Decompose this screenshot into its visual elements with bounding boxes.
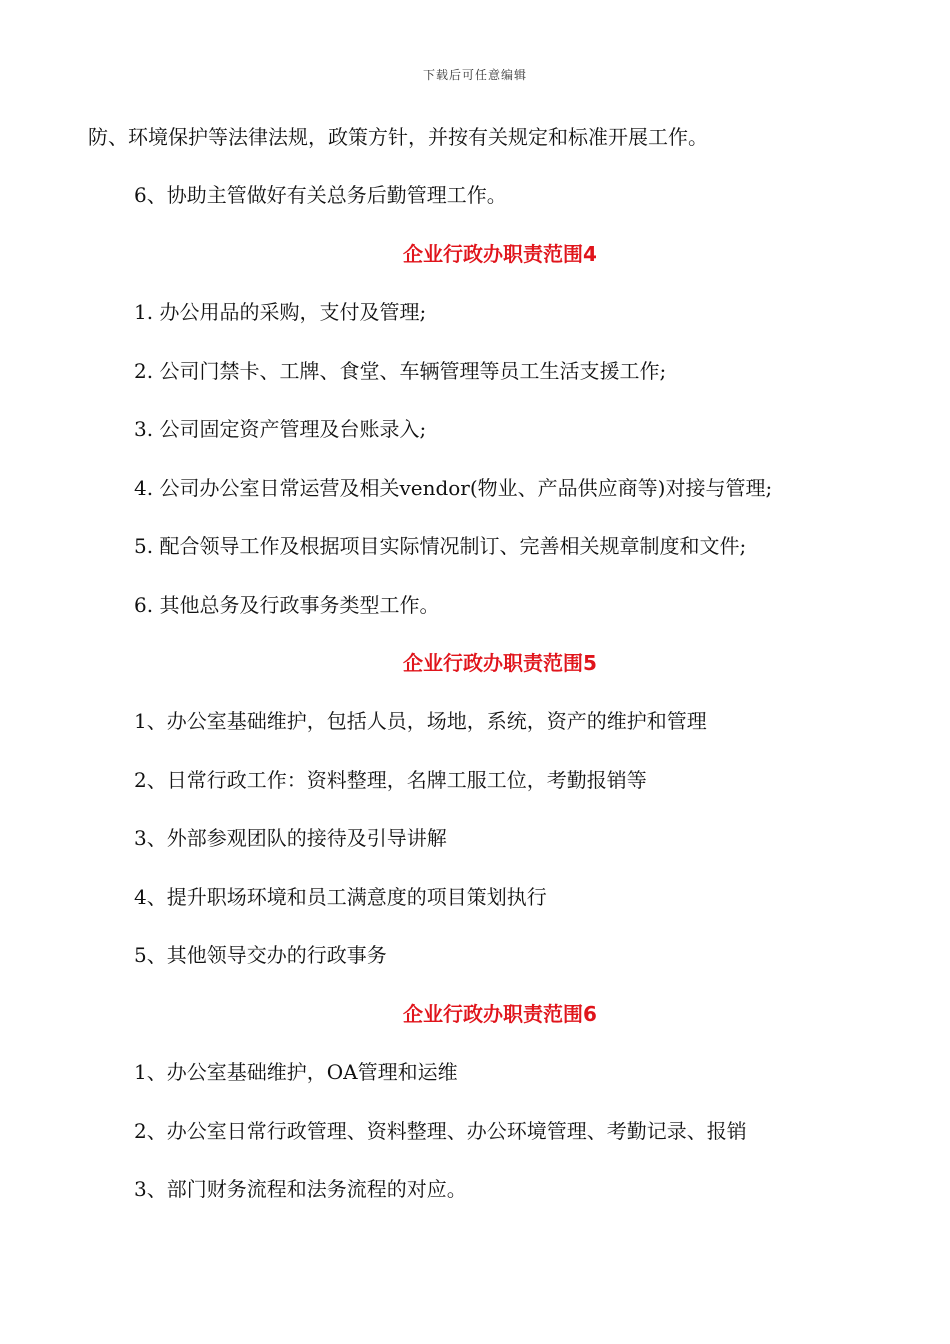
header-note: 下载后可任意编辑 <box>422 68 527 82</box>
list-item: 3、部门财务流程和法务流程的对应。 <box>134 1177 467 1201</box>
list-item: 2. 公司门禁卡、工牌、食堂、车辆管理等员工生活支援工作; <box>134 359 667 383</box>
list-item: 4、提升职场环境和员工满意度的项目策划执行 <box>134 885 547 909</box>
intro-continuation: 防、环境保护等法律法规，政策方针，并按有关规定和标准开展工作。 <box>88 125 708 149</box>
list-item: 6. 其他总务及行政事务类型工作。 <box>134 593 440 617</box>
list-item: 1、办公室基础维护，OA管理和运维 <box>134 1060 458 1084</box>
list-item: 3、外部参观团队的接待及引导讲解 <box>134 826 447 850</box>
list-item: 2、办公室日常行政管理、资料整理、办公环境管理、考勤记录、报销 <box>134 1119 747 1143</box>
section-title-6: 企业行政办职责范围6 <box>403 1002 597 1026</box>
intro-item-6: 6、协助主管做好有关总务后勤管理工作。 <box>134 183 507 207</box>
list-item: 5、其他领导交办的行政事务 <box>134 943 387 967</box>
list-item: 2、日常行政工作：资料整理，名牌工服工位，考勤报销等 <box>134 768 647 792</box>
list-item: 1、办公室基础维护，包括人员，场地，系统，资产的维护和管理 <box>134 709 707 733</box>
list-item: 3. 公司固定资产管理及台账录入; <box>134 417 427 441</box>
section-title-4: 企业行政办职责范围4 <box>403 242 597 266</box>
list-item: 1. 办公用品的采购，支付及管理; <box>134 300 427 324</box>
section-title-5: 企业行政办职责范围5 <box>403 651 597 675</box>
list-item: 5. 配合领导工作及根据项目实际情况制订、完善相关规章制度和文件; <box>134 534 747 558</box>
list-item: 4. 公司办公室日常运营及相关vendor(物业、产品供应商等)对接与管理; <box>134 476 773 500</box>
